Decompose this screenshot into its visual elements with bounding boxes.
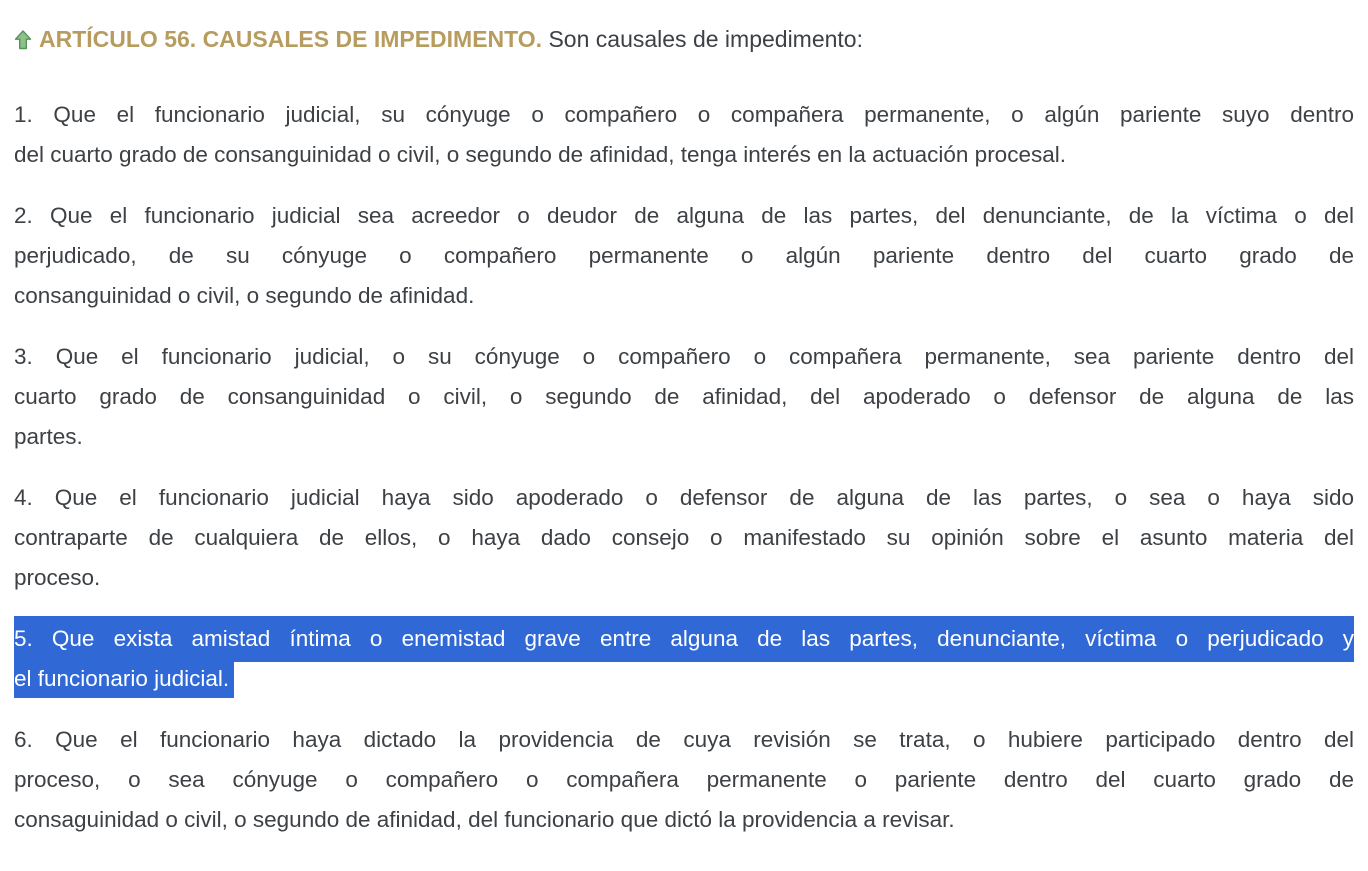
paragraph-line: 1. Que el funcionario judicial, su cónyuge o compañero o compañera permanente, o algún pariente suyo dentro	[14, 102, 1354, 127]
selected-text-line: 5. Que exista amistad íntima o enemistad grave entre alguna de las partes, denunciante, víctima o perjudicado y	[14, 619, 1354, 659]
selected-text-line: el funcionario judicial.	[14, 659, 234, 698]
go-to-top-arrow-icon[interactable]	[14, 25, 32, 59]
paragraph-line: cuarto grado de consanguinidad o civil, o segundo de afinidad, del apoderado o defensor de alguna de las	[14, 384, 1354, 409]
paragraph-causal-5-selected	[14, 619, 1354, 699]
paragraph-causal-1	[14, 95, 1354, 175]
article-title: ARTÍCULO 56. CAUSALES DE IMPEDIMENTO.	[39, 26, 543, 52]
paragraph-causal-6	[14, 720, 1354, 840]
paragraph-line: 3. Que el funcionario judicial, o su cónyuge o compañero o compañera permanente, sea pariente dentro del	[14, 344, 1354, 369]
paragraph-line: partes.	[14, 424, 83, 449]
article-intro-text: Son causales de impedimento:	[548, 26, 863, 52]
paragraph-line: perjudicado, de su cónyuge o compañero permanente o algún pariente dentro del cuarto grado de	[14, 243, 1354, 268]
paragraph-line: 4. Que el funcionario judicial haya sido apoderado o defensor de alguna de las partes, o sea o haya sido	[14, 485, 1354, 510]
paragraph-line: del cuarto grado de consanguinidad o civil, o segundo de afinidad, tenga interés en la actuación procesal.	[14, 142, 1066, 167]
paragraph-causal-4	[14, 478, 1354, 598]
paragraph-line: consaguinidad o civil, o segundo de afinidad, del funcionario que dictó la providencia a revisar.	[14, 807, 955, 832]
paragraph-line: consanguinidad o civil, o segundo de afinidad.	[14, 283, 475, 308]
paragraph-line: 2. Que el funcionario judicial sea acreedor o deudor de alguna de las partes, del denunciante, de la víctima o del	[14, 203, 1354, 228]
article-heading	[14, 22, 1354, 59]
paragraph-line: proceso.	[14, 565, 101, 590]
paragraph-line: contraparte de cualquiera de ellos, o haya dado consejo o manifestado su opinión sobre el asunto materia del	[14, 525, 1354, 550]
paragraph-causal-2	[14, 196, 1354, 316]
paragraph-line	[14, 659, 1354, 699]
paragraph-line: proceso, o sea cónyuge o compañero o compañera permanente o pariente dentro del cuarto grado de	[14, 767, 1354, 792]
paragraph-line: 6. Que el funcionario haya dictado la providencia de cuya revisión se trata, o hubiere participado dentro del	[14, 727, 1354, 752]
paragraph-causal-3	[14, 337, 1354, 457]
